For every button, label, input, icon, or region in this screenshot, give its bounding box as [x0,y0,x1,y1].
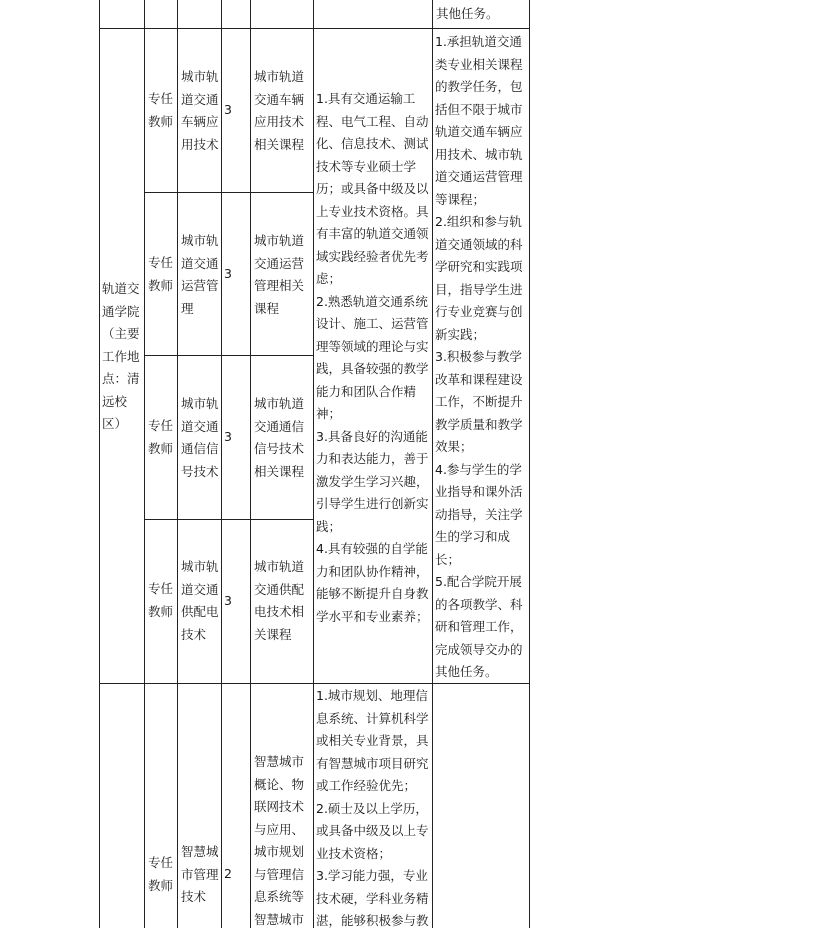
col-divider-major [221,0,222,928]
col-divider-type [177,0,178,928]
col-divider-requirements [432,0,433,928]
row-divider-top [99,28,433,29]
position-count: 3 [224,266,232,281]
position-major: 智慧城 市管理 技术 [181,844,219,904]
duties-tail-text: 其他任务。 [436,6,499,21]
row-divider-rail-2 [144,355,314,356]
position-major: 城市轨 道交通 通信信 号技术 [181,396,219,479]
position-courses: 城市轨道 交通通信 信号技术 相关课程 [254,396,305,479]
row-divider-top-duties [432,28,530,29]
table-border-right [529,0,530,928]
position-count: 3 [224,593,232,608]
position-major: 城市轨 道交通 运营管 理 [181,233,219,316]
position-courses: 城市轨道 交通供配 电技术相 关课程 [254,559,305,642]
smart-requirements: 1.城市规划、地理信 息系统、计算机科学 或相关专业背景，具 有智慧城市项目研究 或工作经验优先； 2.硕士及以上学历， 或具备中级及以上专 业技术资格； 3.学习能力强，专业 技术硬，学科业务精 湛，能够积极参与教 [316,688,429,928]
rail-duties: 1.承担轨道交通 类专业相关课程 的教学任务，包 括但不限于城市 轨道交通车辆应 用技术、城市轨 道交通运营管理 等课程； 2.组织和参与轨 道交通领域的科 学研究和实践项 目，指导学生进 行专业竞赛与创 新实践； 3.积极参与教学 改革和课程建设 工作，不断提升 教学质量和教学 效果； 4.参与学生的学 业指导和课外活 动指导，关注学 生的学习和成 长； 5.配合学院开展 的各项教学、科 研和管理工作， 完成领导交办的 其他任务。 [435,34,523,679]
position-type: 专任 教师 [148,581,174,619]
position-courses: 智慧城市 概论、物 联网技术 与应用、 城市规划 与管理信 息系统等 智慧城市 [254,754,305,927]
rail-requirements: 1.具有交通运输工 程、电气工程、自动 化、信息技术、测试 技术等专业硕士学 历；或具备中级及以 上专业技术资格。具 有丰富的轨道交通领 域实践经验者优先考 虑； 2.熟悉轨道交通系统 设计、施工、运营管 理等领域的理论与实 践，具备较强的教学 能力和团队合作精 神； 3.具备良好的沟通能 力和表达能力，善于 激发学生学习兴趣， 引导学生进行创新实 践； 4.具有较强的自学能 力和团队协作精神， 能够不断提升自身教 学水平和专业素养； [316,91,429,624]
position-major: 城市轨 道交通 供配电 技术 [181,559,219,642]
position-courses: 城市轨道 交通车辆 应用技术 相关课程 [254,69,305,152]
position-type: 专任 教师 [148,855,174,893]
col-divider-college [144,0,145,928]
col-divider-courses [313,0,314,928]
table-border-left [99,0,100,928]
position-count: 3 [224,102,232,117]
position-type: 专任 教师 [148,91,174,129]
position-courses: 城市轨道 交通运营 管理相关 课程 [254,233,305,316]
col-divider-count [250,0,251,928]
college-name: 轨道交 通学院 （主要 工作地 点：清 远校 区） [102,281,140,431]
position-type: 专任 教师 [148,255,174,293]
position-count: 3 [224,429,232,444]
row-divider-rail-3 [144,519,314,520]
position-count: 2 [224,866,232,881]
row-divider-rail-1 [144,192,314,193]
position-major: 城市轨 道交通 车辆应 用技术 [181,69,219,152]
position-type: 专任 教师 [148,418,174,456]
